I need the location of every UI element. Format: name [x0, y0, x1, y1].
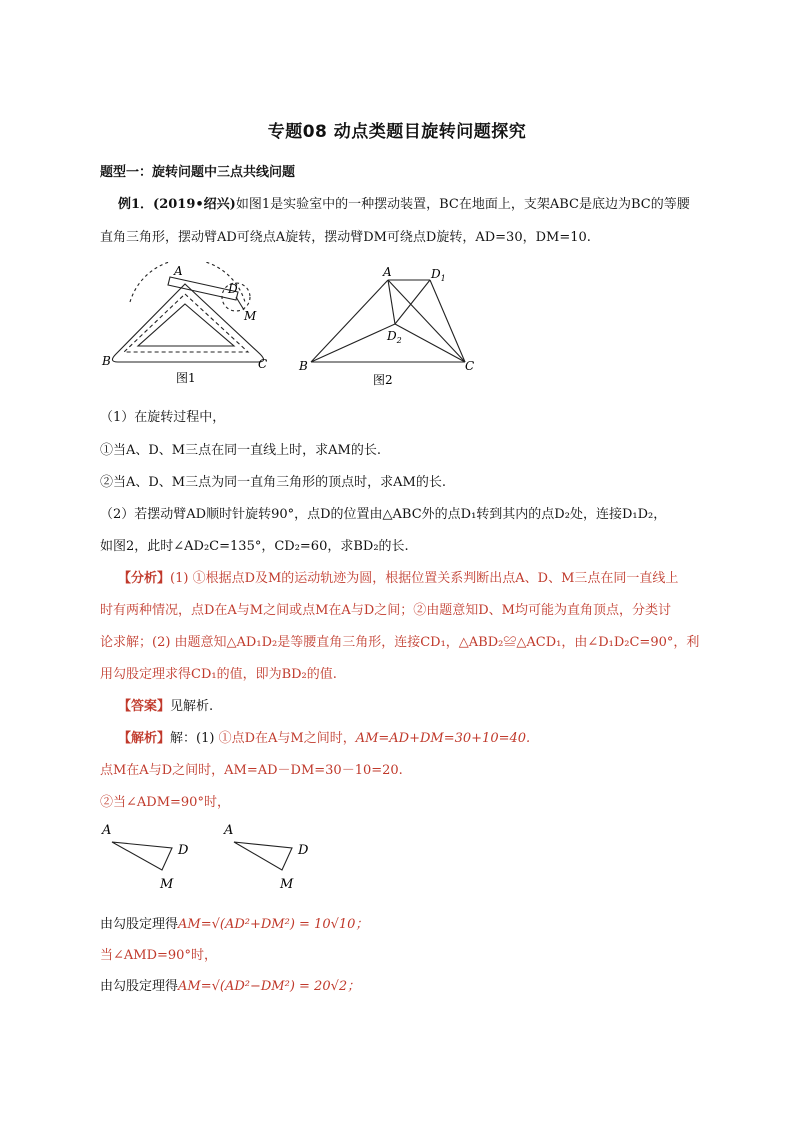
example-line-2: 直角三角形，摆动臂AD可绕点A旋转，摆动臂DM可绕点D旋转，AD=30，DM=10.: [100, 230, 591, 245]
tri1-label-a: A: [102, 823, 112, 838]
fig2-label-b: B: [299, 359, 308, 373]
analysis-text-1: (1) ①根据点D及M的运动轨迹为圆，根据位置关系判断出点A、D、M三点在同一直线上: [170, 571, 679, 586]
solution-pythag-2-formula: AM=√(AD²−DM²) = 20√2；: [178, 979, 361, 994]
analysis-line-4: 用勾股定理求得CD₁的值，即为BD₂的值.: [100, 667, 337, 682]
tri1-label-d: D: [178, 843, 189, 858]
solution-line-5: 当∠AMD=90°时，: [100, 948, 217, 963]
analysis-label: 【分析】: [118, 571, 171, 586]
solution-case-1: ①点D在A与M之间时，: [218, 731, 356, 746]
figure-2: [295, 262, 495, 390]
tri2-label-a: A: [224, 823, 234, 838]
tri1-label-m: M: [160, 877, 174, 892]
fig1-label-c: C: [258, 357, 268, 371]
solution-line-1: [118, 729, 530, 749]
solution-result-1: AM=AD+DM=30+10=40.: [355, 731, 531, 746]
fig2-label-c: C: [465, 359, 475, 373]
solution-line-3: ②当∠ADM=90°时，: [100, 795, 230, 810]
fig2-label-d1: $D_1$: [431, 267, 446, 283]
section-heading: 题型一：旋转问题中三点共线问题: [100, 165, 296, 180]
example-line-1: [118, 195, 690, 215]
solution-pythag-2-label: 由勾股定理得: [100, 979, 179, 994]
question-1b: ②当A、D、M三点为同一直角三角形的顶点时，求AM的长.: [100, 475, 446, 490]
example-label: 例1．(2019•绍兴): [118, 197, 236, 212]
fig1-label-d: D: [228, 282, 238, 296]
answer-line: [118, 697, 213, 717]
fig1-label-m: M: [244, 309, 257, 323]
figure-1: [100, 262, 295, 392]
solution-line-2: 点M在A与D之间时，AM=AD－DM=30－10=20.: [100, 763, 403, 778]
fig2-label-d2: $D_2$: [387, 329, 402, 345]
question-2-line-1: （2）若摆动臂AD顺时针旋转90°，点D的位置由△ABC外的点D₁转到其内的点D₂处，连接D₁D₂，: [100, 507, 667, 522]
fig1-label-a: A: [174, 264, 183, 278]
question-1a: ①当A、D、M三点在同一直线上时，求AM的长.: [100, 443, 381, 458]
analysis-line-2: 时有两种情况，点D在A与M之间或点M在A与D之间；②由题意知D、M均可能为直角顶点，分类讨: [100, 603, 671, 618]
tri2-label-m: M: [280, 877, 294, 892]
right-triangle-figures: [100, 818, 340, 898]
solution-label: 【解析】: [118, 731, 171, 746]
answer-text: 见解析.: [170, 699, 214, 714]
example-text-1: 如图1是实验室中的一种摆动装置，BC在地面上，支架ABC是底边为BC的等腰: [235, 197, 690, 212]
fig2-label-a: A: [383, 265, 392, 279]
answer-label: 【答案】: [118, 699, 171, 714]
analysis-line-3: 论求解；(2) 由题意知△AD₁D₂是等腰直角三角形，连接CD₁，△ABD₂≌△ACD₁，由∠D₁D₂C=90°，利: [100, 635, 700, 650]
solution-pythag-1-label: 由勾股定理得: [100, 917, 179, 932]
analysis-line-1: [118, 569, 678, 589]
question-2-line-2: 如图2，此时∠AD₂C=135°，CD₂=60，求BD₂的长.: [100, 539, 409, 554]
fig1-caption: 图1: [176, 371, 196, 385]
solution-intro: 解：(1): [170, 731, 219, 746]
question-1: （1）在旋转过程中，: [100, 410, 226, 425]
tri2-label-d: D: [298, 843, 309, 858]
solution-pythag-1-formula: AM=√(AD²+DM²) = 10√10；: [178, 917, 369, 932]
page-title: 专题08 动点类题目旋转问题探究: [267, 122, 527, 142]
fig1-label-b: B: [102, 354, 111, 368]
solution-line-4: [100, 915, 368, 935]
fig2-caption: 图2: [373, 373, 393, 387]
solution-line-6: [100, 977, 360, 997]
